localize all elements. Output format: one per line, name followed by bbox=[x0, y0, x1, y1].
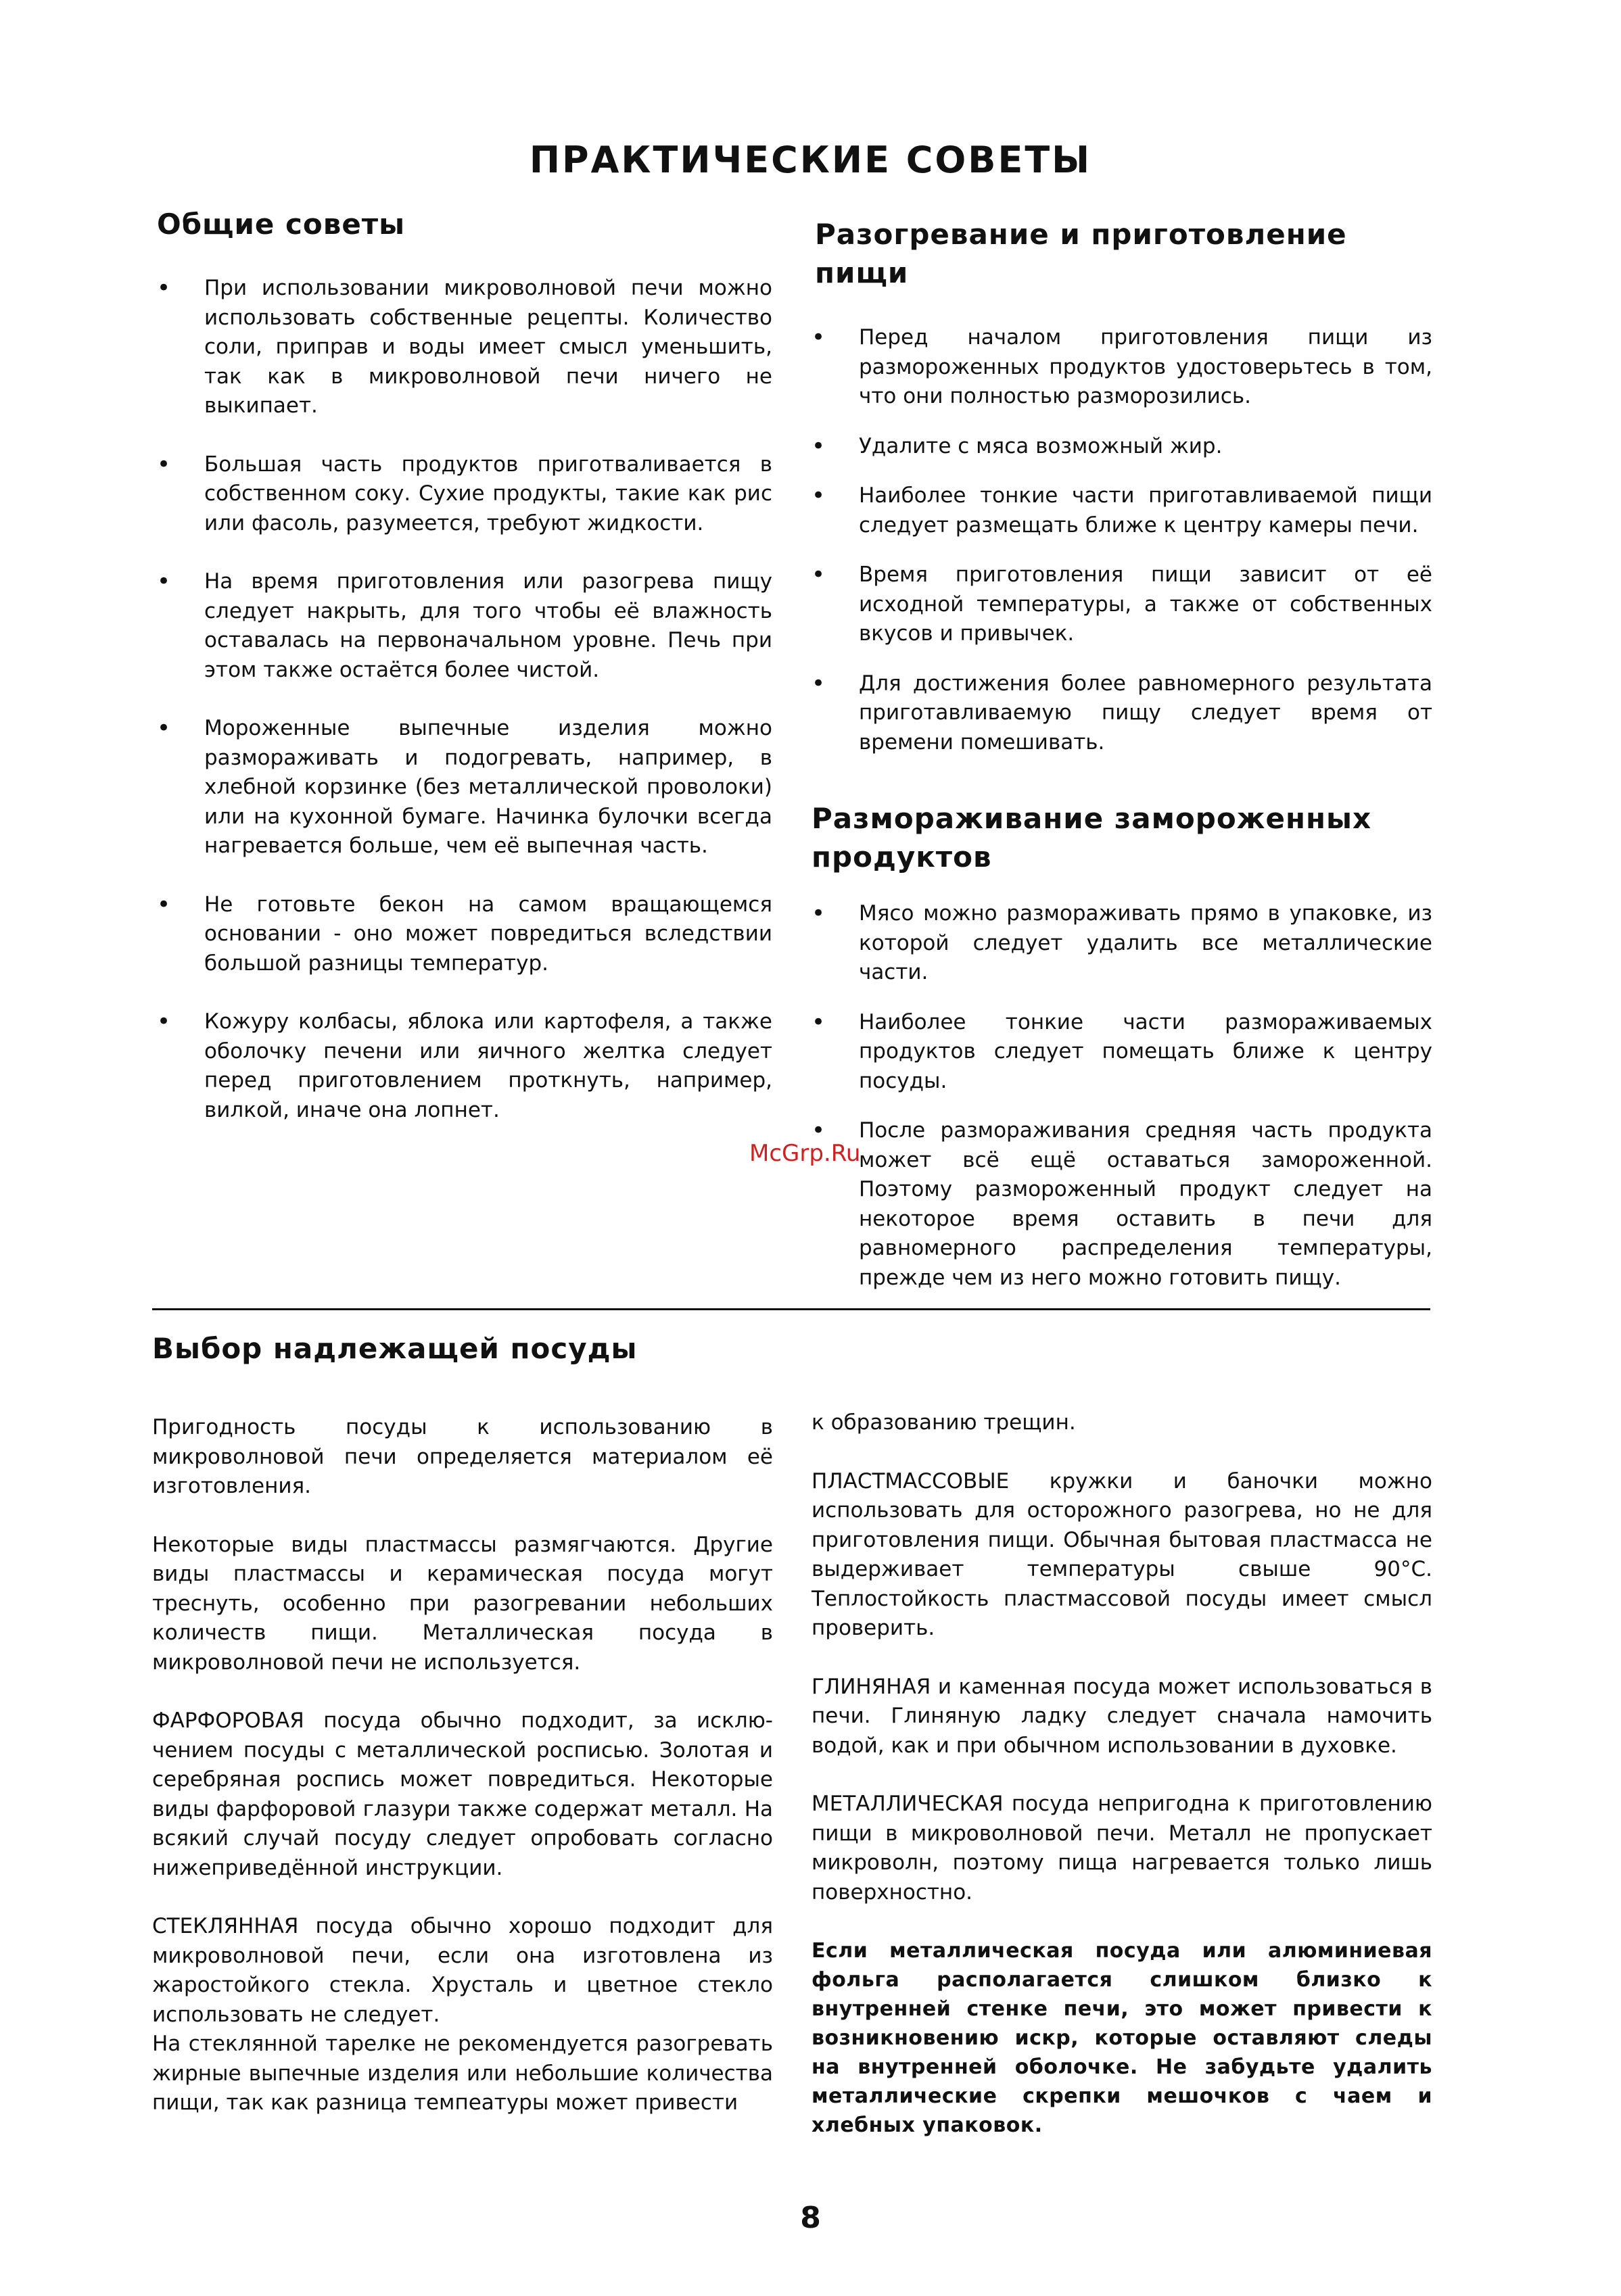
heating-column bbox=[812, 323, 1432, 757]
list-item: • Перед началом приготовления пищи из размороженных продуктов удостоверьтесь в том, что они полностью разморозились. bbox=[812, 323, 1432, 412]
list-item: • Удалите с мяса возможный жир. bbox=[812, 432, 1432, 462]
paragraph: Пригодность посуды к использованию в микроволновой печи определяется материалом её изготовления. bbox=[152, 1415, 773, 1498]
list-item: • Не готовьте бекон на самом вращающемся основании - оно может повредиться вследствии большой разницы температур. bbox=[157, 890, 772, 979]
dishes-left-column bbox=[152, 1413, 773, 2118]
list-item: • Мясо можно размораживать прямо в упаковке, из которой следует удалить все металлические части. bbox=[812, 899, 1432, 988]
heating-list bbox=[812, 323, 1432, 757]
defrost-list bbox=[812, 899, 1432, 1293]
list-item: • Наиболее тонкие части приготавливаемой пищи следует размещать ближе к центру камеры печи. bbox=[812, 481, 1432, 540]
list-item: • При использовании микроволновой печи можно использовать собственные рецепты. Количество соли, приправ и воды имеет смысл уменьшить, так как в микроволновой печи ничего не выкипает. bbox=[157, 274, 772, 421]
list-item: • Большая часть продуктов приготваливается в собственном соку. Сухие продукты, такие как рис или фасоль, разумеется, требуют жидкости. bbox=[157, 450, 772, 539]
general-tips-column bbox=[157, 274, 772, 1125]
dishes-title: Выбор надлежащей посуды bbox=[152, 1332, 638, 1365]
list-item: • Для достижения более равномерного результата приготавливаемую пищу следует время от времени помешивать. bbox=[812, 669, 1432, 758]
page-title: ПРАКТИЧЕСКИЕ СОВЕТЫ bbox=[529, 139, 1092, 181]
list-item: • Наиболее тонкие части размораживаемых продуктов следует помещать ближе к центру посуды. bbox=[812, 1008, 1432, 1097]
general-tips-title: Общие советы bbox=[157, 208, 406, 241]
defrost-title: Размораживание замороженных продуктов bbox=[812, 802, 1372, 874]
paragraph: ПЛАСТМАССОВЫЕ кружки и баночки можно использовать для осторожного разогрева, но не для приготовления пищи. Обычная бытовая пластмасса не выдерживает температуры свыше 90°C. Теплостойкость пластмассовой посуды имеет смысл проверить. bbox=[812, 1468, 1432, 1640]
paragraph: ГЛИНЯНАЯ и каменная посуда может использоваться в печи. Глиняную ладку следует сначала намочить водой, как и при обычном использовании в духовке. bbox=[812, 1674, 1432, 1758]
watermark: McGrp.Ru bbox=[749, 1140, 861, 1167]
paragraph: к образованию трещин. bbox=[812, 1410, 1076, 1435]
defrost-column bbox=[812, 899, 1432, 1293]
heating-title: Разогревание и приготовление пищи bbox=[815, 218, 1347, 289]
list-item: • Мороженные выпечные изделия можно размораживать и подогревать, например, в хлебной корзинке (без металлической проволоки) или на кухонной бумаге. Начинка булочки всегда нагревается больше, чем её выпечная часть. bbox=[157, 714, 772, 861]
warning-paragraph: Если металлическая посуда или алюминиевая фольга располагается слишком близко к внутренней стенке печи, это может привести к возникновению искр, которые оставляют следы на внутренней оболочке. Не забудьте удалить металлические скрепки мешочков с чаем и хлебных упаковок. bbox=[812, 1939, 1432, 2137]
list-item: • Кожуру колбасы, яблока или картофеля, а также оболочку печени или яичного желтка следует перед приготовлением проткнуть, например, вилкой, иначе она лопнет. bbox=[157, 1007, 772, 1125]
list-item: • После размораживания средняя часть продукта может всё ещё оставаться замороженной. Поэтому размороженный продукт следует на некоторое время оставить в печи для равномерного распределения температуры, прежде чем из него можно готовить пищу. bbox=[812, 1116, 1432, 1293]
paragraph: МЕТАЛЛИЧЕСКАЯ посуда непригодна к приготовлению пищи в микроволновой печи. Металл не пропускает микроволн, поэтому пища нагревается только лишь поверхностно. bbox=[812, 1792, 1432, 1905]
list-item: • На время приготовления или разогрева пищу следует накрыть, для того чтобы её влажность оставалась на первоначальном уровне. Печь при этом также остаётся более чистой. bbox=[157, 567, 772, 685]
paragraph: На стеклянной тарелке не рекомендуется разогревать жирные выпечные изделия или небольшие количества пищи, так как разница темпеатуры может привести bbox=[152, 2032, 773, 2115]
general-tips-list bbox=[157, 274, 772, 1125]
paragraph: СТЕКЛЯННАЯ посуда обычно хорошо подходит для микроволновой печи, если она изготовлена из жаростойкого стекла. Хрусталь и цветное стекло использовать не следует. bbox=[152, 1914, 773, 2027]
page-number: 8 bbox=[800, 2201, 821, 2235]
section-divider bbox=[152, 1308, 1430, 1310]
dishes-right-column bbox=[812, 1408, 1432, 2140]
paragraph: ФАРФОРОВАЯ посуда обычно подходит, за исклю-чением посуды с металлической росписью. Золотая и серебряная роспись может повредиться. Некоторые виды фарфоровой глазури также содержат металл. На всякий случай посуду следует опробовать согласно нижеприведённой инструкции. bbox=[152, 1708, 773, 1880]
list-item: • Время приготовления пищи зависит от её исходной температуры, а также от собственных вкусов и привычек. bbox=[812, 560, 1432, 649]
paragraph: Некоторые виды пластмассы размягчаются. Другие виды пластмассы и керамическая посуда могут треснуть, особенно при разогревании небольших количеств пищи. Металлическая посуда в микроволновой печи не используется. bbox=[152, 1532, 773, 1675]
